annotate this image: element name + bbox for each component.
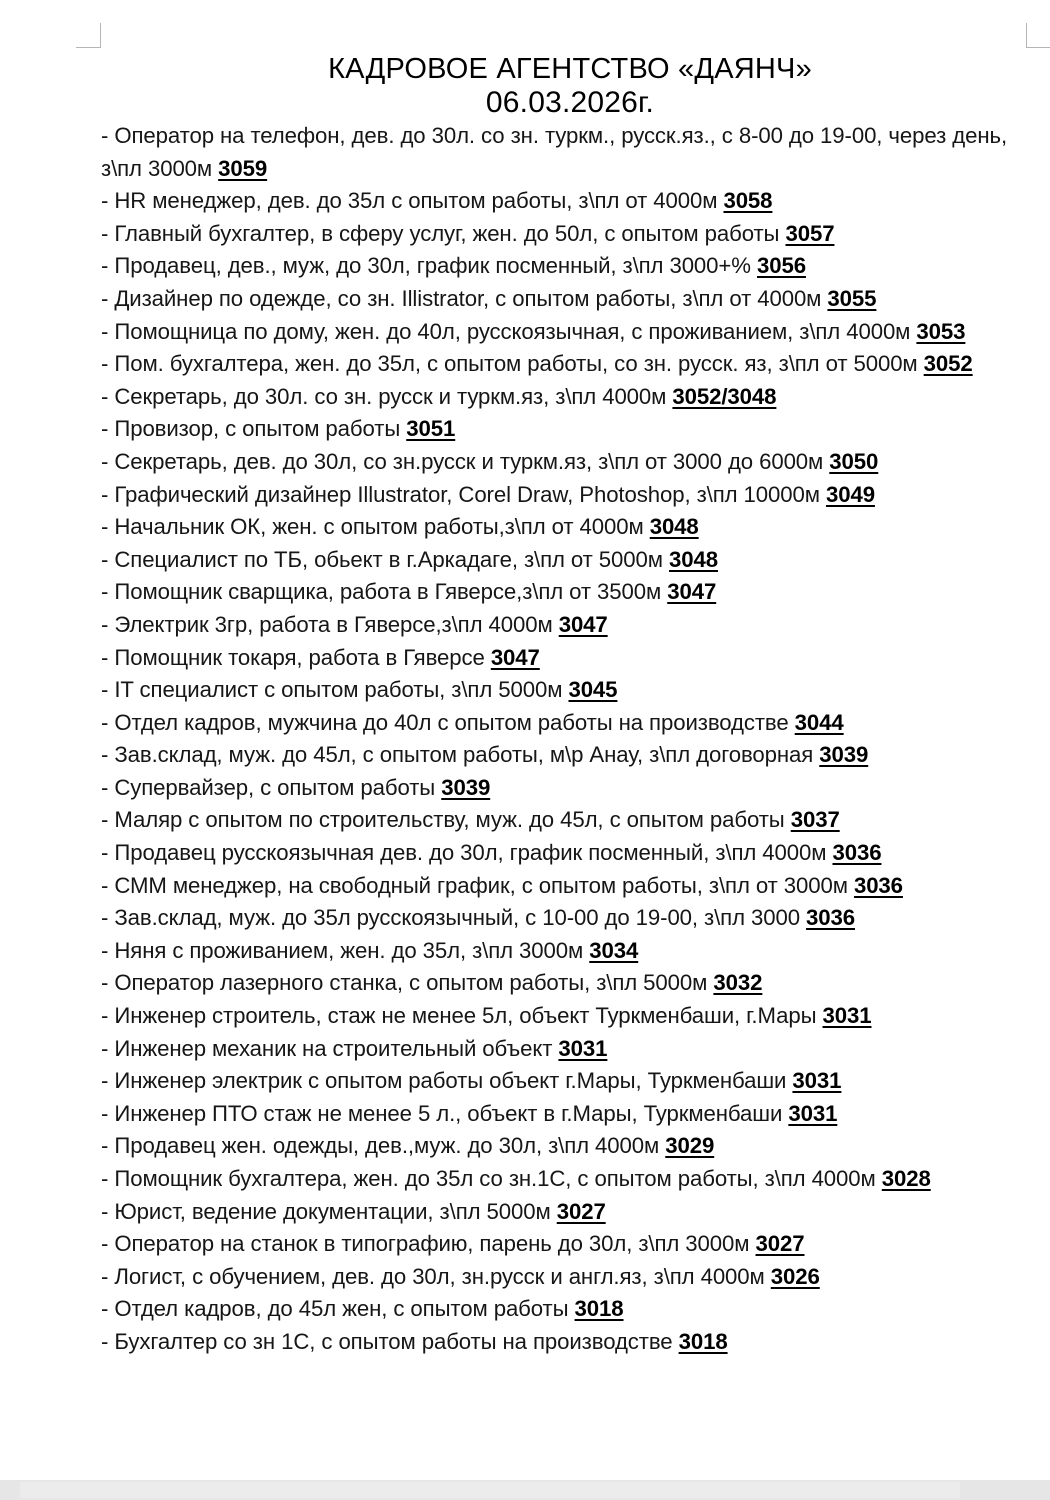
agency-title: КАДРОВОЕ АГЕНТСТВО «ДАЯНЧ» [328,53,812,85]
vacancy-description: - Юрист, ведение документации, з\пл 5000м [101,1198,551,1224]
vacancy-code: 3055 [827,285,877,311]
vacancy-description: - Оператор на станок в типографию, парень до 30л, з\пл 3000м [101,1231,750,1257]
vacancy-code: 3032 [713,970,763,996]
vacancy-item [101,1261,1031,1294]
vacancy-item [101,967,1031,1000]
vacancy-item [101,804,1031,837]
vacancy-item [101,511,1031,544]
vacancy-description: - СММ менеджер, на свободный график, с опытом работы, з\пл от 3000м [101,872,848,898]
vacancy-description: - Инженер механик на строительный объект [101,1035,553,1061]
vacancy-description: - Зав.склад, муж. до 45л, с опытом работы, м\р Анау, з\пл договорная [101,742,814,768]
vacancy-item [101,316,1031,349]
vacancy-description: - Продавец жен. одежды, дев.,муж. до 30л, з\пл 4000м [101,1133,660,1159]
vacancy-description: - HR менеджер, дев. до 35л с опытом работы, з\пл от 4000м [101,188,718,214]
vacancy-item [101,1163,1031,1196]
vacancy-code: 3044 [794,709,844,735]
vacancy-code: 3036 [853,872,903,898]
vacancy-code: 3018 [574,1296,624,1322]
vacancy-description: - Секретарь, дев. до 30л, со зн.русск и туркм.яз, з\пл от 3000 до 6000м [101,448,824,474]
vacancy-code: 3039 [819,742,869,768]
vacancy-item [101,1196,1031,1229]
vacancy-item [101,837,1031,870]
vacancy-item [101,1228,1031,1261]
vacancy-item [101,935,1031,968]
vacancy-code: 3037 [790,807,840,833]
vacancy-item [101,446,1031,479]
vacancy-description: - Продавец, дев., муж, до 30л, график посменный, з\пл 3000+% [101,253,751,279]
vacancy-description: - Электрик 3гр, работа в Гяверсе,з\пл 4000м [101,611,553,637]
vacancy-code: 3028 [881,1166,931,1191]
vacancy-item [101,674,1031,707]
vacancy-item [101,642,1031,675]
vacancy-code: 3034 [589,937,639,963]
vacancy-item [101,707,1031,740]
vacancy-code: 3031 [558,1035,608,1061]
vacancy-description: - Главный бухгалтер, в сферу услуг, жен. до 50л, с опытом работы [101,220,780,246]
vacancy-description: - Зав.склад, муж. до 35л русскоязычный, с 10-00 до 19-00, з\пл 3000 [101,905,800,931]
vacancy-code: 3057 [785,220,835,246]
vacancy-item [101,576,1031,609]
vacancy-description: - Продавец русскоязычная дев. до 30л, график посменный, з\пл 4000м [101,840,827,866]
vacancy-description: - Помощник токаря, работа в Гяверсе [101,644,485,670]
document-date: 06.03.2026г. [485,86,655,119]
vacancy-item [101,1130,1031,1163]
vacancy-description: - Маляр с опытом по строительству, муж. до 45л, с опытом работы [101,807,785,833]
vacancy-description: - Отдел кадров, до 45л жен, с опытом работы [101,1296,569,1322]
vacancy-description: - Супервайзер, с опытом работы [101,774,436,800]
vacancy-item [101,1326,1031,1359]
vacancy-code: 3018 [678,1328,728,1354]
vacancy-item [101,1000,1031,1033]
vacancy-code: 3031 [792,1068,842,1094]
vacancy-description: - Секретарь, до 30л. со зн. русск и туркм.яз, з\пл 4000м [101,383,667,409]
vacancy-item [101,283,1031,316]
vacancy-description: - Помощник сварщика, работа в Гяверсе,з\пл от 3500м [101,579,662,605]
vacancy-code: 3051 [406,416,456,442]
vacancy-description: - Инженер строитель, стаж не менее 5л, объект Туркменбаши, г.Мары [101,1003,817,1029]
vacancy-code: 3036 [832,840,882,866]
vacancy-description: - Начальник ОК, жен. с опытом работы,з\пл от 4000м [101,514,644,540]
vacancy-description: - Оператор лазерного станка, с опытом работы, з\пл 5000м [101,970,708,996]
vacancy-code: 3027 [556,1198,606,1224]
vacancy-list [101,120,1031,1359]
vacancy-code: 3053 [916,318,966,344]
vacancy-code: 3036 [806,905,856,931]
bottom-scroll-area [0,1480,1050,1500]
vacancy-code: 3027 [755,1231,805,1257]
vacancy-code: 3050 [829,448,879,474]
page-corner-mark-left [76,23,101,48]
vacancy-code: 3052/3048 [672,383,777,409]
vacancy-item [101,1293,1031,1326]
vacancy-item [101,544,1031,577]
vacancy-code: 3045 [568,677,618,703]
vacancy-item [101,772,1031,805]
vacancy-description: - Графический дизайнер Illustrator, Corel Draw, Photoshop, з\пл 10000м [101,481,820,507]
vacancy-item [101,1098,1031,1131]
page-corner-mark-right [1026,23,1050,48]
vacancy-code: 3026 [770,1263,820,1289]
vacancy-code: 3048 [649,514,699,540]
document-header [0,52,1050,120]
vacancy-item [101,413,1031,446]
vacancy-description: - Бухгалтер со зн 1С, с опытом работы на производстве [101,1328,673,1354]
vacancy-item [101,218,1031,251]
vacancy-item [101,609,1031,642]
vacancy-item [101,479,1031,512]
vacancy-description: - Логист, с обучением, дев. до 30л, зн.русск и англ.яз, з\пл 4000м [101,1263,765,1289]
vacancy-item [101,120,1031,185]
vacancy-description: - Отдел кадров, мужчина до 40л с опытом работы на производстве [101,709,789,735]
vacancy-item [101,870,1031,903]
vacancy-description: - Дизайнер по одежде, со зн. Illistrator, с опытом работы, з\пл от 4000м [101,285,822,311]
bottom-bar-track [20,1482,960,1498]
vacancy-description: - Помощник бухгалтера, жен. до 35л со зн.1С, с опытом работы, з\пл 4000м [101,1166,876,1191]
vacancy-item [101,381,1031,414]
vacancy-code: 3056 [756,253,806,279]
vacancy-item [101,1033,1031,1066]
vacancy-description: - Няня с проживанием, жен. до 35л, з\пл 3000м [101,937,584,963]
vacancy-code: 3039 [441,774,491,800]
vacancy-code: 3048 [669,546,718,572]
vacancy-description: - Специалист по ТБ, обьект в г.Аркадаге, з\пл от 5000м [101,546,663,572]
vacancy-description: - Провизор, с опытом работы [101,416,401,442]
vacancy-description: - IT специалист с опытом работы, з\пл 5000м [101,677,563,703]
vacancy-item [101,250,1031,283]
vacancy-code: 3058 [723,188,773,214]
vacancy-code: 3029 [665,1133,715,1159]
vacancy-item [101,348,1031,381]
vacancy-code: 3047 [558,611,608,637]
vacancy-description: - Помощница по дому, жен. до 40л, русскоязычная, с проживанием, з\пл 4000м [101,318,911,344]
vacancy-item [101,185,1031,218]
vacancy-description: - Пом. бухгалтера, жен. до 35л, с опытом работы, со зн. русск. яз, з\пл от 5000м [101,351,918,377]
vacancy-code: 3031 [788,1100,838,1126]
vacancy-code: 3052 [923,351,973,377]
vacancy-description: - Инженер электрик с опытом работы объект г.Мары, Туркменбаши [101,1068,787,1094]
vacancy-item [101,739,1031,772]
vacancy-description: - Оператор на телефон, дев. до 30л. со зн. туркм., русск.яз., с 8-00 до 19-00, через день, з\пл 3000м [101,123,1008,181]
vacancy-code: 3049 [825,481,875,507]
vacancy-code: 3059 [218,155,268,181]
vacancy-code: 3047 [667,579,717,605]
vacancy-description: - Инженер ПТО стаж не менее 5 л., объект в г.Мары, Туркменбаши [101,1100,783,1126]
vacancy-code: 3031 [822,1003,872,1029]
vacancy-item [101,902,1031,935]
vacancy-code: 3047 [490,644,540,670]
vacancy-item [101,1065,1031,1098]
